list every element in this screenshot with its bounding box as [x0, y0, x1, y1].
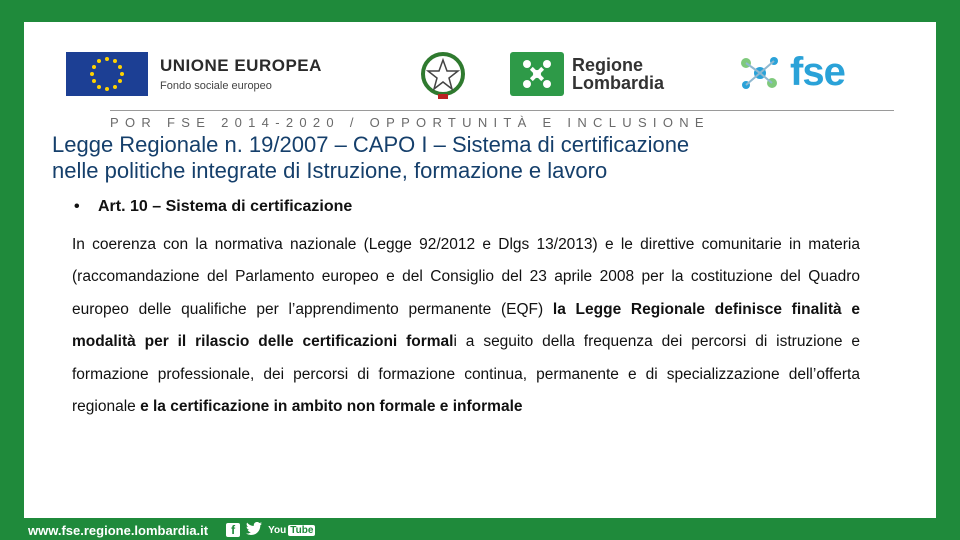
footer [28, 520, 315, 540]
regione-lombardia-logo [510, 52, 664, 96]
lombardia-rose-icon [510, 52, 564, 96]
youtube-icon[interactable] [268, 525, 315, 536]
region-name-line1: Regione [572, 55, 644, 75]
bullet-item [74, 198, 352, 216]
twitter-icon[interactable] [246, 522, 262, 538]
eu-logo [66, 52, 322, 96]
body-bold-1: la Legge Regionale definisce finalità e modalità per il rilascio delle certificazioni formal [72, 300, 860, 351]
youtube-tube: Tube [290, 524, 314, 536]
title-line-1: Legge Regionale n. 19/2007 – CAPO I – Sistema di certificazione [52, 132, 690, 157]
eu-flag-icon [66, 52, 148, 96]
program-banner: POR FSE 2014-2020 / OPPORTUNITÀ E INCLUSIONE [110, 110, 894, 130]
body-text-1: In coerenza con la normativa nazionale (Legge 92/2012 e Dlgs 13/2013) e le direttive comunitarie in materia (raccomandazione del Parlamento europeo e del Consiglio del 23 aprile 2008 per la costituzione del Quadro europeo delle qualifiche per l’apprendimento permanente (EQF) [72, 236, 860, 318]
body-paragraph [72, 229, 860, 423]
page-title [52, 132, 912, 184]
title-line-2: nelle politiche integrate di Istruzione, formazione e lavoro [52, 158, 608, 183]
youtube-you: You [268, 524, 287, 536]
body-bold-2: e la certificazione in ambito non formale e informale [140, 398, 523, 416]
italian-republic-emblem-icon [418, 48, 468, 107]
eu-subtitle: Fondo sociale europeo [160, 80, 272, 92]
social-links [226, 522, 315, 538]
eu-title: UNIONE EUROPEA [160, 56, 322, 75]
region-name-line2: Lombardia [572, 73, 665, 93]
fse-logo [736, 50, 845, 95]
slide [24, 22, 936, 518]
bullet-marker: • [74, 198, 80, 215]
body-text-2: i a seguito della frequenza dei percorsi di istruzione e formazione professionale, dei percorsi di formazione continua, permanente e di specializzazione dell’offerta regionale [72, 333, 860, 416]
bullet-text: Art. 10 – Sistema di certificazione [98, 198, 353, 215]
footer-url[interactable]: www.fse.regione.lombardia.it [28, 522, 209, 538]
fse-molecule-icon [736, 51, 784, 95]
fse-logo-text: fse [790, 50, 845, 94]
facebook-icon[interactable]: f [226, 523, 240, 537]
